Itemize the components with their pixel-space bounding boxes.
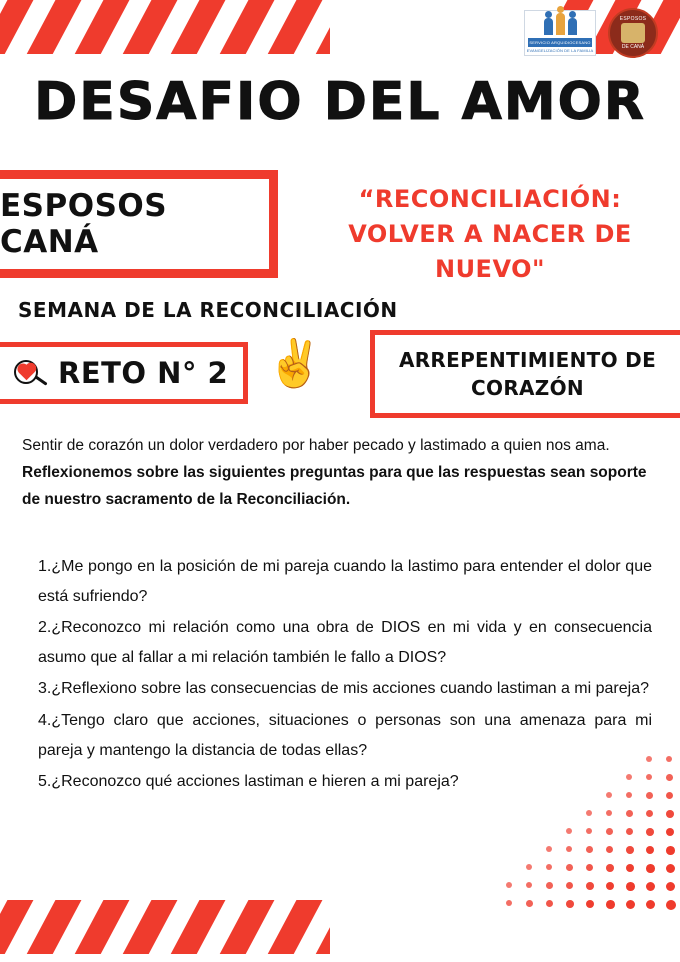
logo-seal-top-text: ESPOSOS [619, 16, 647, 22]
decorative-stripe-band-top-left [0, 0, 330, 54]
theme-title-line-2: CORAZÓN [471, 376, 584, 400]
logo-seal-emblem [621, 23, 645, 43]
logo-group [524, 8, 658, 58]
list-item: 3.¿Reflexiono sobre las consecuencias de mis acciones cuando lastiman a mi pareja? [38, 680, 649, 698]
list-item: 4.¿Tengo claro que acciones, situaciones o personas son una amenaza para mi pareja y mantengo la distancia de todas ellas? [38, 711, 652, 759]
intro-line-1: Sentir de corazón un dolor verdadero por haber pecado y lastimado a quien nos ama. [22, 437, 610, 454]
theme-quote-line-2: VOLVER A NACER DE NUEVO" [348, 219, 632, 283]
magnifier-heart-icon [14, 360, 48, 386]
peace-hand-icon: ✌ [266, 337, 324, 389]
intro-line-2: Reflexionemos sobre las siguientes preguntas para que las respuestas sean soporte de nuestro sacramento de la Reconciliación. [22, 464, 647, 509]
logo-arquidiocesis-icon [524, 10, 596, 56]
questions-list [38, 552, 652, 799]
list-item: 5.¿Reconozco qué acciones lastiman e hieren a mi pareja? [38, 773, 459, 791]
group-name-label: ESPOSOS CANÁ [0, 188, 168, 260]
intro-paragraph [22, 432, 658, 513]
theme-title-line-1: ARREPENTIMIENTO DE [398, 348, 657, 372]
logo-arquidiocesis-sub-text: EVANGELIZACIÓN DE LA FAMILIA [526, 48, 594, 53]
week-label: SEMANA DE LA RECONCILIACIÓN [18, 298, 398, 322]
theme-quote-line-1: “RECONCILIACIÓN: [358, 185, 622, 213]
logo-esposos-cana-icon [608, 8, 658, 58]
list-item: 1.¿Me pongo en la posición de mi pareja cuando la lastimo para entender el dolor que está sufriendo? [38, 558, 652, 605]
decorative-stripe-band-bottom [0, 900, 330, 954]
challenge-number-box [0, 342, 248, 404]
page-title: DESAFIO DEL AMOR [34, 72, 646, 132]
group-name-box [0, 170, 278, 278]
theme-title-box [370, 330, 680, 418]
logo-seal-bottom-text: DE CANÁ [621, 44, 645, 50]
logo-arquidiocesis-bar-text: SERVICIO ARQUIDIOCESANO [529, 40, 591, 45]
list-item: 2.¿Reconozco mi relación como una obra de DIOS en mi vida y en consecuencia asumo que al fallar a mi relación también le fallo a DIOS? [38, 619, 652, 666]
theme-quote [300, 182, 680, 286]
challenge-number-label: RETO N° 2 [58, 356, 229, 390]
